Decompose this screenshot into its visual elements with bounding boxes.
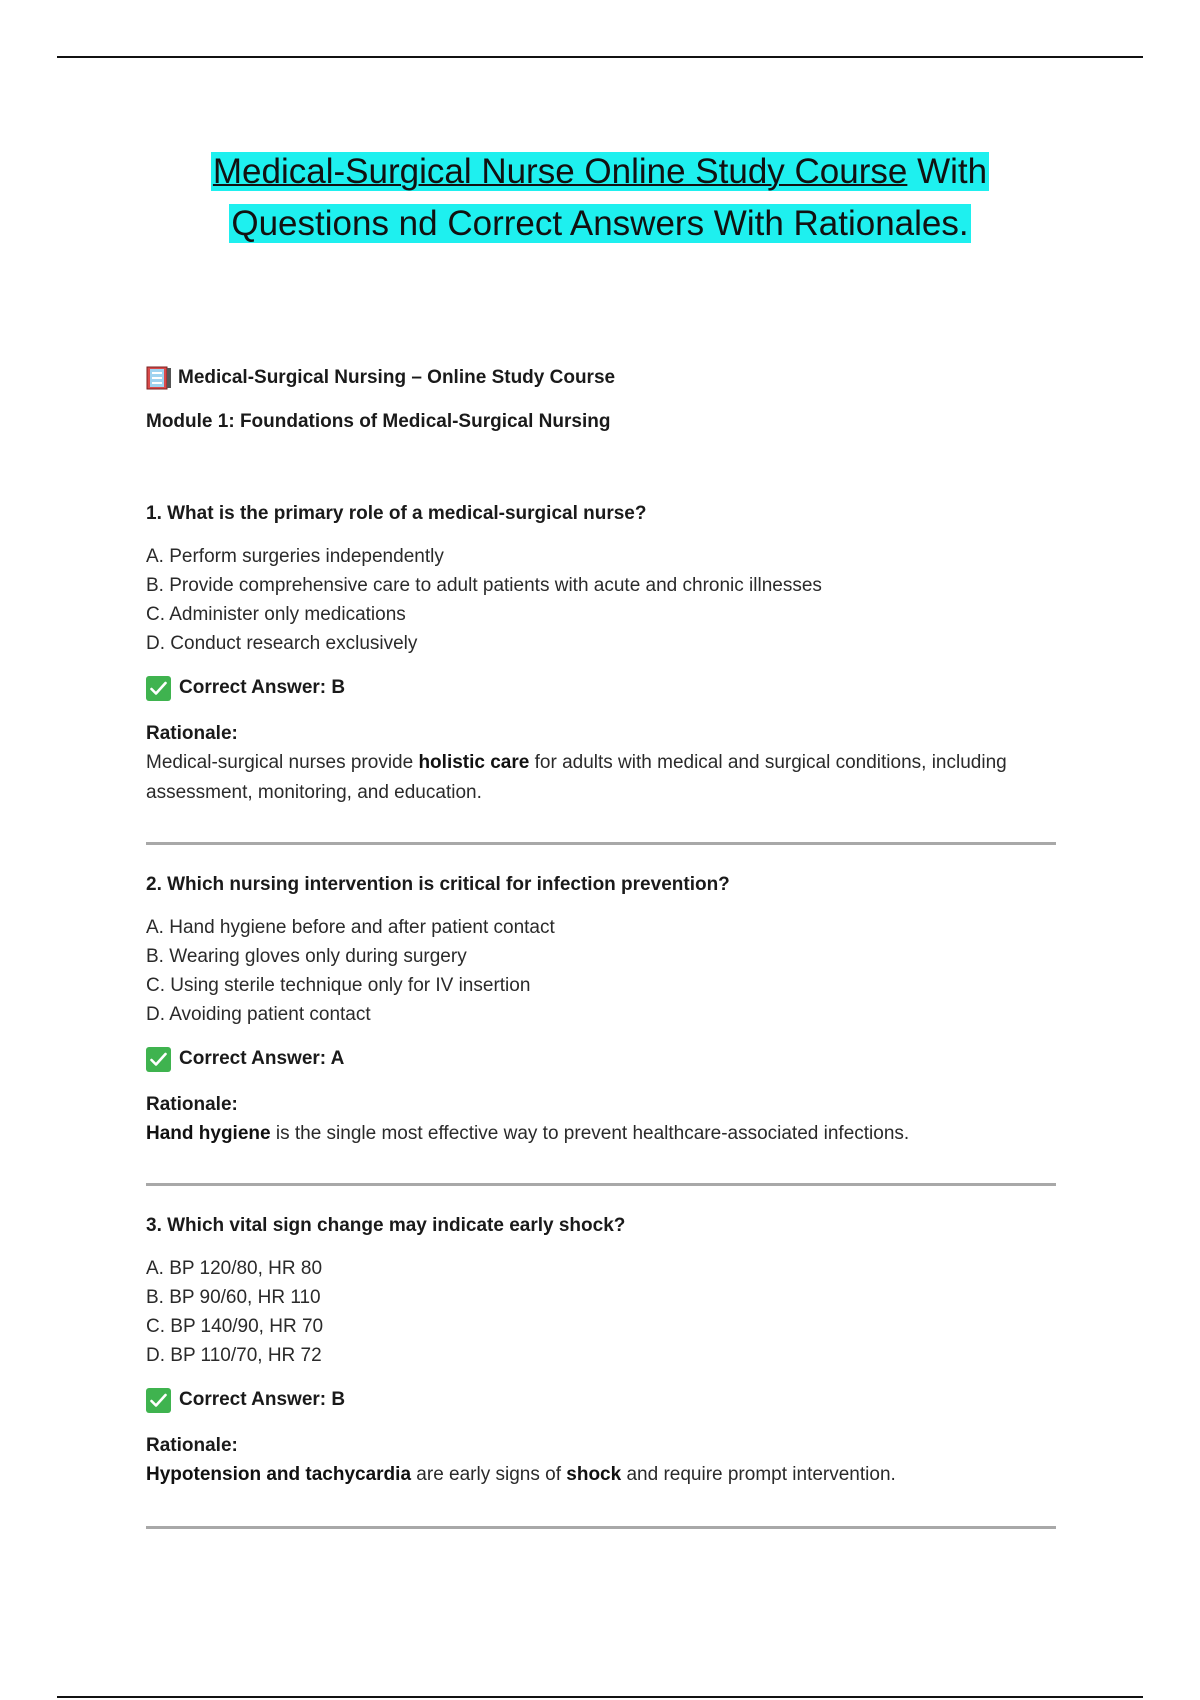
question-3 — [146, 1212, 1056, 1490]
module-heading: Module 1: Foundations of Medical-Surgical Nursing — [146, 411, 611, 432]
correct-answer — [146, 1386, 1056, 1414]
document-title — [100, 146, 1100, 250]
rationale-run: and require prompt intervention. — [621, 1464, 896, 1485]
option-c: C. BP 140/90, HR 70 — [146, 1316, 324, 1337]
course-heading — [146, 364, 1056, 392]
option-c: C. Using sterile technique only for IV insertion — [146, 975, 531, 996]
rationale-run: for adults with medical and surgical conditions, including assessment, monitoring, and education. — [146, 752, 1007, 803]
rationale-run: are early signs of — [411, 1464, 567, 1485]
option-b: B. BP 90/60, HR 110 — [146, 1287, 321, 1308]
section-divider — [146, 1183, 1056, 1186]
rationale-label: Rationale: — [146, 1094, 238, 1115]
option-b: B. Provide comprehensive care to adult patients with acute and chronic illnesses — [146, 575, 822, 596]
answer-options — [146, 1254, 1056, 1370]
rationale-label: Rationale: — [146, 723, 238, 744]
answer-options — [146, 913, 1056, 1029]
title-line-1 — [211, 152, 989, 191]
answer-options — [146, 542, 1056, 658]
section-divider — [146, 1526, 1056, 1529]
correct-answer — [146, 1045, 1056, 1073]
correct-answer-text: Correct Answer: B — [179, 677, 346, 698]
rationale-run: Medical-surgical nurses provide — [146, 752, 419, 773]
rationale-label: Rationale: — [146, 1435, 238, 1456]
title-line-1-rest: With — [907, 152, 988, 191]
title-underlined-text: Medical-Surgical Nurse Online Study Course — [212, 152, 908, 191]
document-body — [146, 364, 1056, 1529]
option-d: D. Conduct research exclusively — [146, 633, 418, 654]
question-title: 3. Which vital sign change may indicate early shock? — [146, 1215, 626, 1236]
section-divider — [146, 842, 1056, 845]
correct-answer-text: Correct Answer: A — [179, 1048, 345, 1069]
option-a: A. Perform surgeries independently — [146, 546, 444, 567]
rationale-run: is the single most effective way to prevent healthcare-associated infections. — [270, 1123, 910, 1144]
checkmark-icon — [146, 676, 171, 701]
option-d: D. BP 110/70, HR 72 — [146, 1345, 322, 1366]
question-1 — [146, 500, 1056, 808]
rationale-text — [146, 1460, 1056, 1490]
rationale-text — [146, 1119, 1056, 1149]
question-2 — [146, 871, 1056, 1149]
rationale-emphasis: Hand hygiene — [146, 1123, 271, 1144]
option-a: A. BP 120/80, HR 80 — [146, 1258, 323, 1279]
rationale-emphasis: holistic care — [418, 752, 530, 773]
option-c: C. Administer only medications — [146, 604, 406, 625]
option-d: D. Avoiding patient contact — [146, 1004, 371, 1025]
rationale-emphasis: shock — [566, 1464, 622, 1485]
question-title: 2. Which nursing intervention is critical for infection prevention? — [146, 874, 730, 895]
book-icon — [146, 365, 172, 391]
correct-answer-text: Correct Answer: B — [179, 1389, 346, 1410]
bottom-rule — [57, 1696, 1143, 1698]
option-a: A. Hand hygiene before and after patient contact — [146, 917, 555, 938]
rationale-text — [146, 748, 1056, 808]
rationale-emphasis: Hypotension and tachycardia — [146, 1464, 412, 1485]
top-rule — [57, 56, 1143, 58]
checkmark-icon — [146, 1047, 171, 1072]
course-heading-text: Medical-Surgical Nursing – Online Study Course — [178, 367, 616, 388]
title-line-2: Questions nd Correct Answers With Rationales. — [231, 204, 969, 243]
option-b: B. Wearing gloves only during surgery — [146, 946, 467, 967]
checkmark-icon — [146, 1388, 171, 1413]
question-title: 1. What is the primary role of a medical-surgical nurse? — [146, 503, 647, 524]
correct-answer — [146, 674, 1056, 702]
